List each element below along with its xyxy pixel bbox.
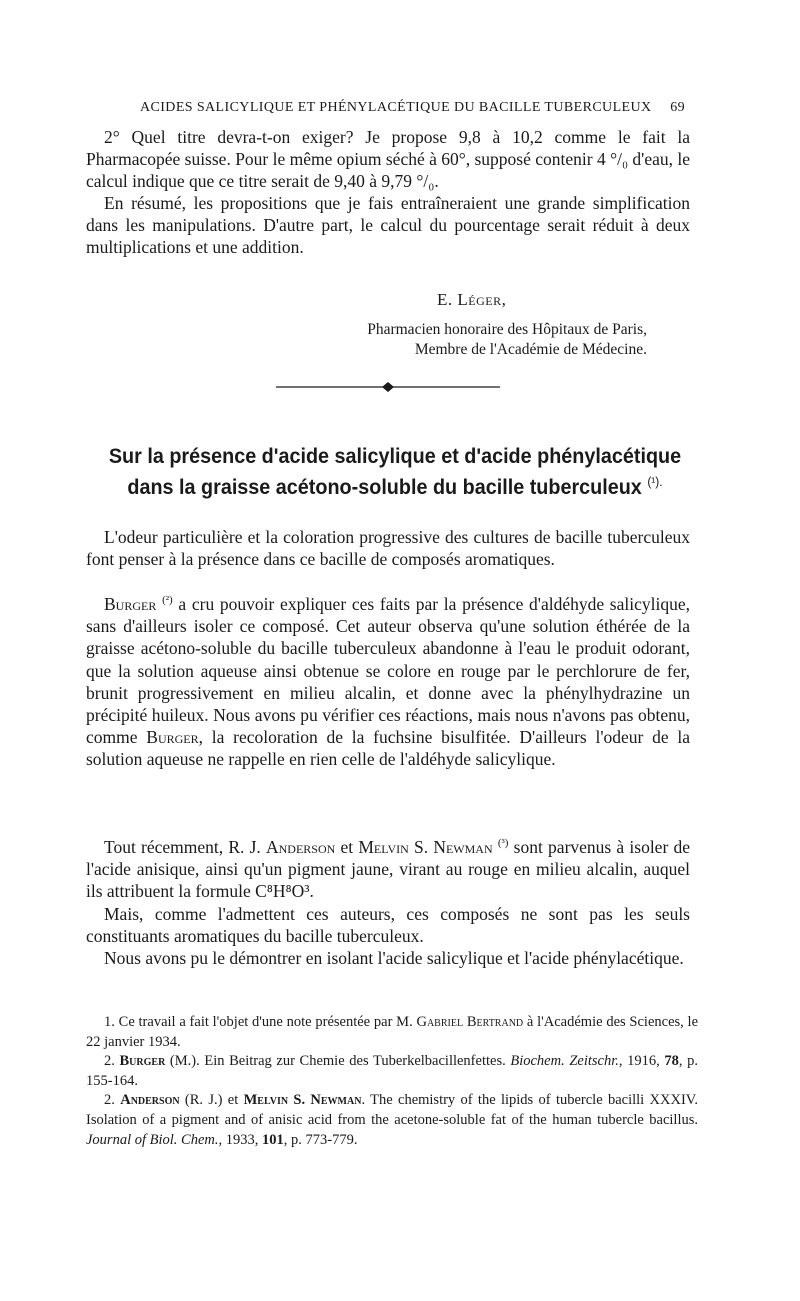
person-name: Melvin S. Newman <box>243 1092 362 1109</box>
paragraph-anderson <box>86 836 690 903</box>
volume-number: 78 <box>664 1053 679 1070</box>
article-title-line-1: Sur la présence d'acide salicylique et d'acide phénylacétique <box>108 444 682 468</box>
author-affiliation-2: Membre de l'Académie de Médecine. <box>414 341 647 358</box>
author-name: Burger <box>146 727 199 748</box>
paragraph-mais: Mais, comme l'admettent ces auteurs, ces composés ne sont pas les seuls constituants aromatiques du bacille tuberculeux. <box>86 904 690 947</box>
footnote-2: 2. Burger (M.). Ein Beitrag zur Chemie des Tuberkelbacillenfettes. Biochem. Zeitschr., 1916, 78, p. 155-164. <box>86 1053 698 1089</box>
author-name: Melvin S. Newman <box>358 837 493 857</box>
footnote-ref-3: (³) <box>497 837 509 850</box>
paragraph-burger <box>86 593 690 771</box>
journal-name: Biochem. Zeitschr. <box>510 1053 619 1070</box>
section-divider <box>276 380 500 394</box>
footnote-1: 1. Ce travail a fait l'objet d'une note présentée par M. Gabriel Bertrand à l'Académie des Sciences, le 22 janvier 1934. <box>86 1014 699 1050</box>
footnote-3: 2. Anderson (R. J.) et Melvin S. Newman. The chemistry of the lipids of tubercle bacilli XXXIV. Isolation of a pigment and of anisic acid from the acetone-soluble fat of the human tubercle bacillus. Journal of Biol. Chem., 1933, 101, p. 773-779. <box>86 1092 699 1148</box>
paragraph-resume: En résumé, les propositions que je fais entraîneraient une grande simplification dans les manipulations. D'autre part, le calcul du pourcentage serait réduit à deux multiplications et une addition. <box>86 193 690 258</box>
person-name: Gabriel Bertrand <box>416 1014 524 1030</box>
author-name: Anderson <box>266 837 336 857</box>
page-number: 69 <box>670 100 685 115</box>
person-name: Burger <box>119 1053 166 1070</box>
paragraph-text: , la recoloration de la fuchsine bisulfitée. D'ailleurs l'odeur de la solution aqueuse ne rappelle en rien celle de l'aldéhyde salicylique. <box>86 727 690 770</box>
paragraph-odeur: L'odeur particulière et la coloration progressive des cultures de bacille tuberculeux font penser à la présence dans ce bacille de composés aromatiques. <box>86 527 690 570</box>
paragraph-text: Tout récemment, R. J. <box>104 837 266 857</box>
volume-number: 101 <box>262 1131 284 1148</box>
author-affiliation-1: Pharmacien honoraire des Hôpitaux de Paris, <box>367 321 647 338</box>
paragraph-text: sont parvenus à isoler de l'acide anisique, ainsi qu'un pigment jaune, virant au rouge en milieu alcalin, auquel ils attribuent la formule C⁸H⁸O³. <box>86 837 691 902</box>
article-title-line-2: dans la graisse acétono-soluble du bacille tuberculeux <box>127 475 642 500</box>
footnote-ref-1: (¹). <box>647 474 663 489</box>
running-header <box>140 100 685 116</box>
author-name: Burger <box>104 594 157 614</box>
paragraph-demontrer: Nous avons pu le démontrer en isolant l'acide salicylique et l'acide phénylacétique. <box>104 948 684 968</box>
article-title <box>105 443 685 500</box>
running-title: ACIDES SALICYLIQUE ET PHÉNYLACÉTIQUE DU BACILLE TUBERCULEUX <box>140 100 652 115</box>
paragraph-text: et <box>335 837 359 857</box>
person-name: Anderson <box>120 1092 180 1109</box>
footnotes <box>86 1013 698 1150</box>
paragraph-text: a cru pouvoir expliquer ces faits par la présence d'aldéhyde salicylique, sans d'ailleurs isoler ce composé. Cet auteur observa qu'une solution éthérée de la graisse acétono-soluble du bacille tuberculeux abandonne à l'eau le produit odorant, que la solution aqueuse ainsi obtenue se colore en rouge par le perchlorure de fer, brunit progressivement en milieu alcalin, et donne avec la phénylhydrazine un précipité huileux. Nous avons pu vérifier ces réactions, mais nous n'avons pas obtenu, comme <box>86 594 690 748</box>
paragraph-titre: 2° Quel titre devra-t-on exiger? Je propose 9,8 à 10,2 comme le fait la Pharmacopée suisse. Pour le même opium séché à 60°, supposé contenir 4 °/₀ d'eau, le calcul indique que ce titre serait de 9,40 à 9,79 °/₀. <box>86 127 690 192</box>
journal-name: Journal of Biol. Chem. <box>86 1131 219 1148</box>
author-signature: E. Léger, <box>437 290 507 309</box>
footnote-ref-2: (²) <box>162 594 173 607</box>
